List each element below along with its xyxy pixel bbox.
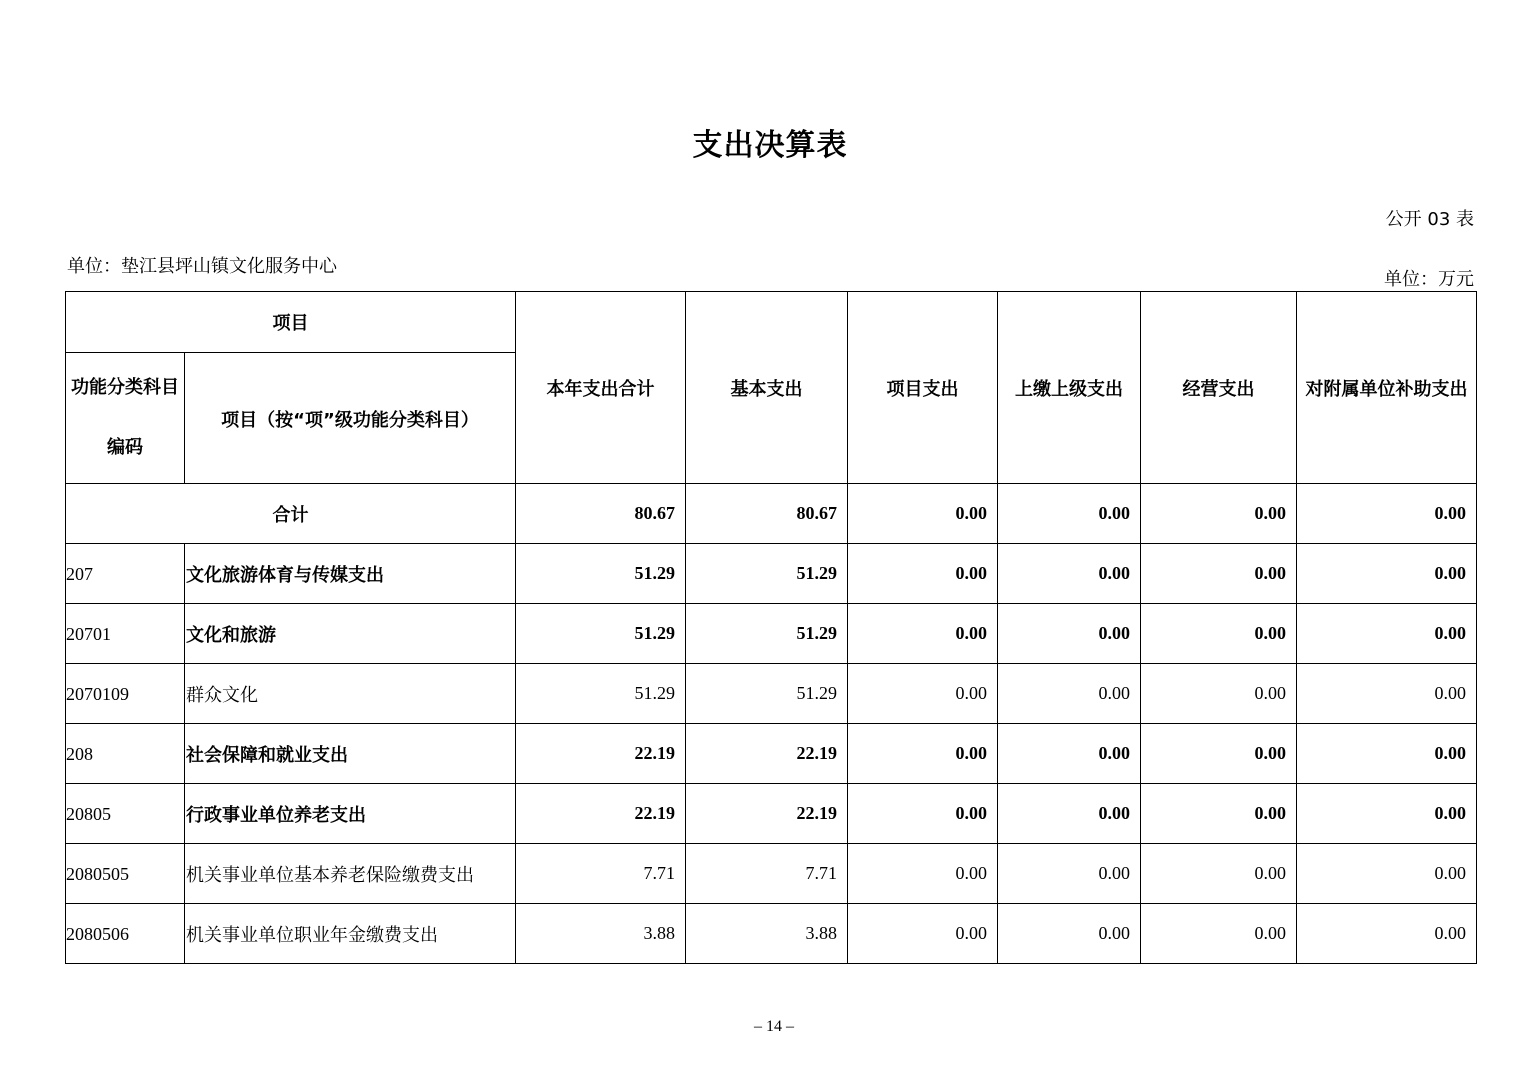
row-value: 0.00 xyxy=(848,544,998,604)
table-row xyxy=(66,604,1477,664)
row-value: 0.00 xyxy=(998,844,1141,904)
table-row xyxy=(66,724,1477,784)
total-value: 0.00 xyxy=(1141,484,1297,544)
row-value: 0.00 xyxy=(1141,604,1297,664)
row-value: 0.00 xyxy=(1141,724,1297,784)
row-value: 0.00 xyxy=(998,544,1141,604)
row-value: 0.00 xyxy=(1141,904,1297,964)
row-value: 3.88 xyxy=(516,904,686,964)
row-value: 22.19 xyxy=(516,724,686,784)
row-value: 3.88 xyxy=(686,904,848,964)
row-value: 0.00 xyxy=(1297,904,1477,964)
row-value: 51.29 xyxy=(686,604,848,664)
unit-organization: 单位：垫江县坪山镇文化服务中心 xyxy=(67,256,337,277)
row-value: 0.00 xyxy=(998,904,1141,964)
row-value: 0.00 xyxy=(1297,724,1477,784)
row-value: 0.00 xyxy=(848,784,998,844)
header-business: 经营支出 xyxy=(1141,292,1297,484)
header-subsidiary: 对附属单位补助支出 xyxy=(1297,292,1477,484)
table-row xyxy=(66,544,1477,604)
row-name: 文化旅游体育与传媒支出 xyxy=(185,544,516,604)
row-code: 2070109 xyxy=(66,664,185,724)
total-row xyxy=(66,484,1477,544)
row-value: 22.19 xyxy=(516,784,686,844)
row-value: 7.71 xyxy=(516,844,686,904)
row-value: 0.00 xyxy=(848,844,998,904)
row-code: 207 xyxy=(66,544,185,604)
row-name: 群众文化 xyxy=(185,664,516,724)
row-value: 0.00 xyxy=(1141,664,1297,724)
table-row xyxy=(66,904,1477,964)
row-value: 0.00 xyxy=(998,784,1141,844)
total-value: 0.00 xyxy=(1297,484,1477,544)
row-value: 0.00 xyxy=(1141,784,1297,844)
row-value: 0.00 xyxy=(1297,664,1477,724)
row-code: 20805 xyxy=(66,784,185,844)
table-row xyxy=(66,844,1477,904)
header-project-name: 项目（按“项”级功能分类科目） xyxy=(185,353,516,484)
row-code: 2080505 xyxy=(66,844,185,904)
header-project-group: 项目 xyxy=(66,292,516,353)
table-row xyxy=(66,784,1477,844)
row-value: 22.19 xyxy=(686,724,848,784)
total-value: 0.00 xyxy=(998,484,1141,544)
row-value: 0.00 xyxy=(1297,844,1477,904)
row-value: 51.29 xyxy=(516,604,686,664)
header-code-line1: 功能分类科目 xyxy=(71,377,179,398)
row-value: 7.71 xyxy=(686,844,848,904)
row-value: 0.00 xyxy=(848,664,998,724)
row-value: 51.29 xyxy=(516,544,686,604)
total-value: 80.67 xyxy=(516,484,686,544)
row-value: 0.00 xyxy=(1141,844,1297,904)
total-value: 0.00 xyxy=(848,484,998,544)
total-label: 合计 xyxy=(66,484,516,544)
page-number: – 14 – xyxy=(754,1018,794,1035)
row-name: 社会保障和就业支出 xyxy=(185,724,516,784)
header-project: 项目支出 xyxy=(848,292,998,484)
row-value: 0.00 xyxy=(998,664,1141,724)
form-number: 公开 03 表 xyxy=(1385,209,1474,230)
row-value: 51.29 xyxy=(686,544,848,604)
row-value: 0.00 xyxy=(1297,544,1477,604)
table-row xyxy=(66,664,1477,724)
header-code xyxy=(66,353,185,484)
row-code: 2080506 xyxy=(66,904,185,964)
row-value: 51.29 xyxy=(516,664,686,724)
total-value: 80.67 xyxy=(686,484,848,544)
header-upper: 上缴上级支出 xyxy=(998,292,1141,484)
row-value: 0.00 xyxy=(848,724,998,784)
row-value: 0.00 xyxy=(1297,604,1477,664)
unit-currency: 单位：万元 xyxy=(1384,269,1474,290)
row-name: 机关事业单位基本养老保险缴费支出 xyxy=(185,844,516,904)
row-value: 0.00 xyxy=(1141,544,1297,604)
row-value: 0.00 xyxy=(998,724,1141,784)
row-name: 文化和旅游 xyxy=(185,604,516,664)
row-code: 20701 xyxy=(66,604,185,664)
row-name: 行政事业单位养老支出 xyxy=(185,784,516,844)
row-value: 0.00 xyxy=(848,604,998,664)
header-basic: 基本支出 xyxy=(686,292,848,484)
row-value: 0.00 xyxy=(848,904,998,964)
header-total: 本年支出合计 xyxy=(516,292,686,484)
row-value: 22.19 xyxy=(686,784,848,844)
row-name: 机关事业单位职业年金缴费支出 xyxy=(185,904,516,964)
expenditure-table xyxy=(65,291,1477,964)
row-value: 0.00 xyxy=(998,604,1141,664)
page-title: 支出决算表 xyxy=(692,128,848,163)
row-code: 208 xyxy=(66,724,185,784)
header-code-line2: 编码 xyxy=(107,437,143,458)
row-value: 51.29 xyxy=(686,664,848,724)
row-value: 0.00 xyxy=(1297,784,1477,844)
